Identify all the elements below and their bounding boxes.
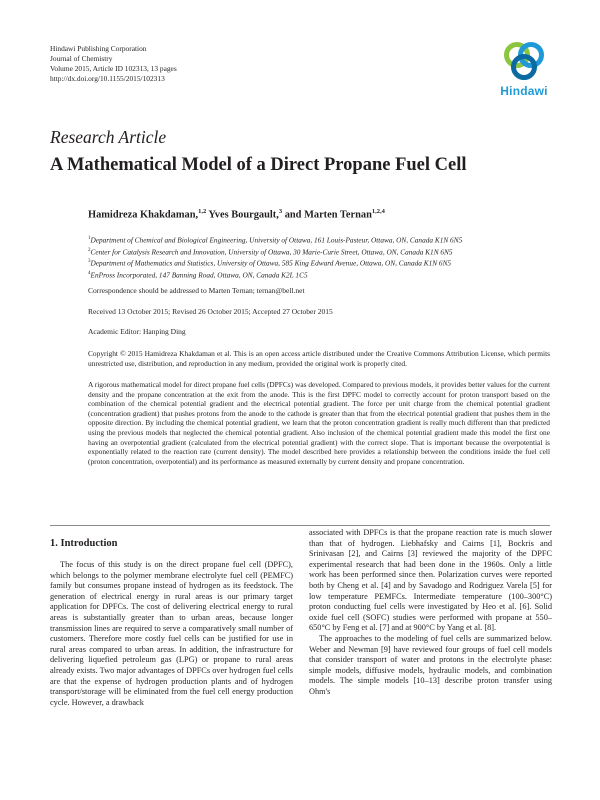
- affiliation-sup: 4: [88, 271, 91, 277]
- affiliation-sup: 3: [88, 259, 91, 265]
- hindawi-logo-text: Hindawi: [500, 84, 548, 98]
- hindawi-logo: [494, 40, 554, 108]
- author-affil-sup: 1,2: [198, 208, 207, 215]
- body-paragraph: The focus of this study is on the direct propane fuel cell (DPFC), which belongs to the polymer membrane electrolyte fuel cell (PEMFC) family but consumes propane instead of hydrogen as its feedstock. The generation of electrical energy in rural areas is our primary target application for DPFCs. The cost of delivering electrical energy to rural areas is substantially greater than to urban areas, because longer transmission lines are required to serve a comparatively small number of customers. Therefore more costly fuel cells can be justified for use in rural areas compared to urban areas. In addition, the infrastructure for delivering liquefied petroleum gas (LPG) or propane to rural areas already exists. Two major advantages of DPFCs over hydrogen fuel cells are that the expense of hydrogen production plants and of hydrogen transport/storage will be eliminated from the fuel cell energy production cycle. However, a drawback: [50, 560, 293, 707]
- affiliation-sup: 1: [88, 236, 91, 241]
- publisher-line: Hindawi Publishing Corporation: [50, 44, 147, 53]
- article-title: A Mathematical Model of a Direct Propane Fuel Cell: [50, 155, 467, 175]
- affiliation-item: [88, 269, 462, 281]
- affiliation-item: [88, 246, 462, 258]
- body-column-left: [50, 560, 293, 708]
- doi-link[interactable]: http://dx.doi.org/10.1155/2015/102313: [50, 74, 165, 83]
- abstract: A rigorous mathematical model for direct propane fuel cells (DPFCs) was developed. Compared to previous models, it provides better values for the current density and the propane concentration at the exit from the anode. This is the first DPFC model to correctly account for proton transport based on the combination of the chemical potential gradient and the electrical potential gradient. The force per unit charge from the chemical potential gradient (concentration gradient) that pushes protons from the anode to the cathode is greater than that from the electrical potential gradient that pushes them in the opposite direction. By including the chemical potential gradient, we learn that the proton concentration gradient is really much different than that predicted using the previous models that neglected the chemical potential gradient. Also inclusion of the chemical potential gradient made this model the first one having an overpotential gradient (calculated from the electrical potential gradient) with the correct slope. That is important because the overpotential is exponentially related to the reaction rate (current density). The model described here provides a relationship between the conditions inside the fuel cell (proton concentration, overpotential) and its performance as measured externally by current density and propane concentration.: [88, 380, 550, 466]
- author-name: Marten Ternan: [304, 209, 372, 221]
- section-heading: 1. Introduction: [50, 538, 118, 549]
- affiliation-item: [88, 234, 462, 246]
- affiliations: [88, 234, 462, 281]
- section-divider: [50, 525, 550, 526]
- correspondence-note: Correspondence should be addressed to Marten Ternan; ternan@bell.net: [88, 286, 305, 295]
- affiliation-text: Department of Chemical and Biological Engineering, University of Ottawa, 161 Louis-Pasteur, Ottawa, ON, Canada K1N 6N5: [90, 235, 463, 245]
- journal-line: Journal of Chemistry: [50, 54, 113, 63]
- author-list: [88, 208, 385, 220]
- author-separator: and: [282, 209, 305, 221]
- affiliation-sup: 2: [88, 247, 91, 253]
- academic-editor: Academic Editor: Hanping Ding: [88, 327, 186, 336]
- affiliation-item: [88, 257, 462, 269]
- copyright-notice: Copyright © 2015 Hamidreza Khakdaman et al. This is an open access article distributed under the Creative Commons Attribution License, which permits unrestricted use, distribution, and reproduction in any medium, provided the original work is properly cited.: [88, 349, 550, 368]
- author-name: Hamidreza Khakdaman,: [88, 209, 199, 221]
- hindawi-logo-icon: [502, 40, 546, 82]
- body-paragraph: associated with DPFCs is that the propane reaction rate is much slower than that of hydrogen. Liebhafsky and Cairns [1], Bockris and Srinivasan [2], and Cairns [3] reviewed the majority of the DPFC experimental research that had been done in the 1960s. Only a little work has been performed since then. Polarization curves were reported both by Cheng et al. [4] and by Savadogo and Rodriguez Varela [5] for low temperature PEMFCs. Intermediate temperature (100–300°C) proton conducting fuel cells were investigated by Heo et al. [6]. Solid oxide fuel cell (SOFC) studies were performed with propane at 550–650°C by Feng et al. [7] and at 900°C by Yang et al. [8].: [309, 528, 552, 633]
- body-paragraph: The approaches to the modeling of fuel cells are summarized below. Weber and Newman [9] have reviewed four groups of fuel cell models that consider transport of water and protons in the electrolyte phase: simple models, diffusive models, hydraulic models, and combination models. The simple models [10–13] describe proton transfer using Ohm's: [309, 633, 552, 696]
- article-type: Research Article: [50, 127, 167, 147]
- publication-dates: Received 13 October 2015; Revised 26 October 2015; Accepted 27 October 2015: [88, 307, 333, 316]
- author-name: Yves Bourgault,: [208, 209, 279, 221]
- volume-line: Volume 2015, Article ID 102313, 13 pages: [50, 64, 177, 73]
- author-affil-sup: 3: [278, 208, 283, 215]
- body-column-right: [309, 528, 552, 698]
- author-affil-sup: 1,2,4: [371, 208, 385, 215]
- affiliation-text: Department of Mathematics and Statistics, University of Ottawa, 585 King Edward Avenue, Ottawa, ON, Canada K1N 6N5: [90, 258, 452, 268]
- affiliation-text: EnPross Incorporated, 147 Banning Road, Ottawa, ON, Canada K2L 1C5: [90, 270, 308, 280]
- affiliation-text: Center for Catalysis Research and Innovation, University of Ottawa, 30 Marie-Curie Street, Ottawa, ON, Canada K1N 6N5: [90, 247, 453, 257]
- journal-header: [50, 44, 177, 84]
